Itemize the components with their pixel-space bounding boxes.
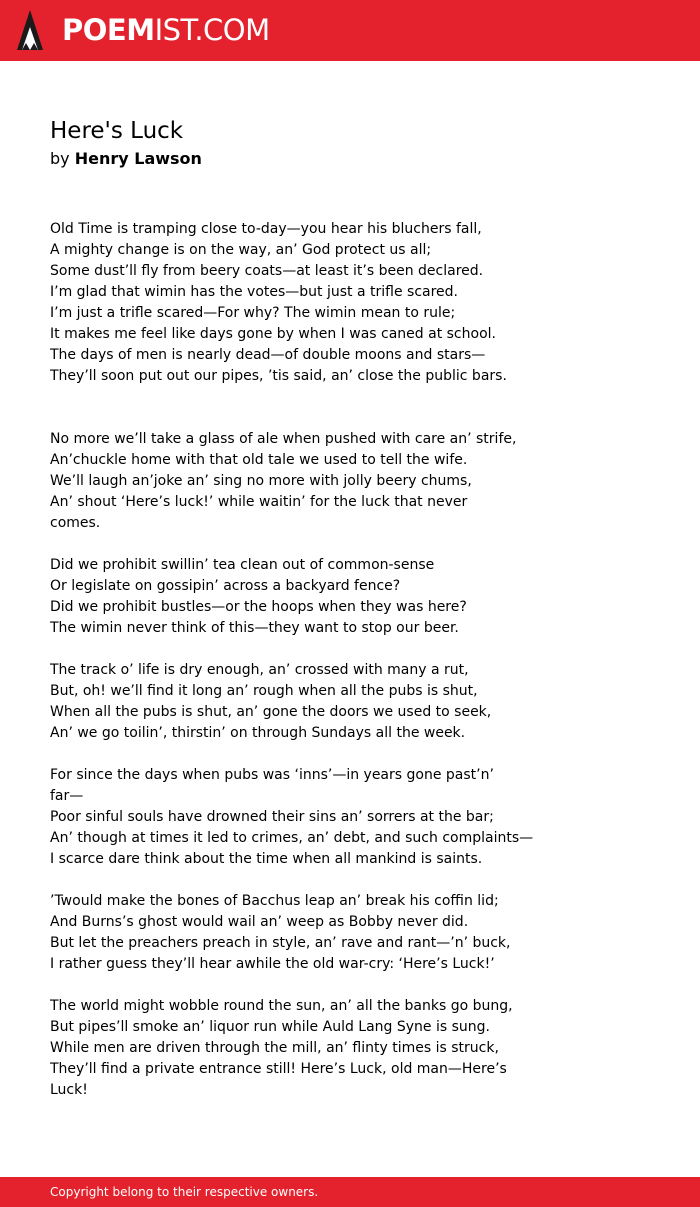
poem-line: And Burns’s ghost would wail an’ weep as Bobby never did.: [50, 914, 469, 930]
poem-line: comes.: [50, 515, 101, 531]
footer-bar: [0, 1177, 700, 1207]
stanza: [50, 891, 610, 975]
stanza: [50, 660, 610, 744]
poem-line: When all the pubs is shut, an’ gone the doors we used to seek,: [50, 704, 492, 720]
copyright-notice: Copyright belong to their respective owners.: [50, 1185, 319, 1199]
poem-line: For since the days when pubs was ‘inns’—in years gone past’n’: [50, 767, 494, 783]
poem-line: The days of men is nearly dead—of double moons and stars—: [50, 347, 486, 363]
poem-line: far—: [50, 788, 84, 804]
stanza-gap: [50, 639, 610, 660]
poem-line: I’m glad that wimin has the votes—but just a trifle scared.: [50, 284, 459, 300]
poem-line: They’ll soon put out our pipes, ’tis said, an’ close the public bars.: [50, 368, 507, 384]
poem-line: Luck!: [50, 1082, 88, 1098]
poem-line: An’ we go toilin’, thirstin’ on through Sundays all the week.: [50, 725, 466, 741]
poem-line: Some dust’ll fly from beery coats—at least it’s been declared.: [50, 263, 484, 279]
poem-line: The wimin never think of this—they want to stop our beer.: [50, 620, 459, 636]
stanza: [50, 429, 610, 534]
poem-line: No more we’ll take a glass of ale when pushed with care an’ strife,: [50, 431, 517, 447]
poem-line: An’chuckle home with that old tale we used to tell the wife.: [50, 452, 468, 468]
poem-line: An’ though at times it led to crimes, an’ debt, and such complaints—: [50, 830, 534, 846]
poem-line: They’ll find a private entrance still! Here’s Luck, old man—Here’s: [50, 1061, 507, 1077]
stanza-gap: [50, 744, 610, 765]
poem-line: While men are driven through the mill, an’ flinty times is struck,: [50, 1040, 499, 1056]
poem-line: Did we prohibit bustles—or the hoops when they was here?: [50, 599, 467, 615]
stanza-gap: [50, 387, 610, 429]
author-name: Henry Lawson: [74, 149, 202, 168]
poem-line: I rather guess they’ll hear awhile the old war-cry: ‘Here’s Luck!’: [50, 956, 495, 972]
stanza-gap: [50, 534, 610, 555]
poem-line: The track o’ life is dry enough, an’ crossed with many a rut,: [50, 662, 469, 678]
poem-line: A mighty change is on the way, an’ God protect us all;: [50, 242, 432, 258]
poem-line: Poor sinful souls have drowned their sins an’ sorrers at the bar;: [50, 809, 494, 825]
poem-title: Here's Luck: [50, 118, 184, 144]
stanza-gap: [50, 870, 610, 891]
poem-line: But, oh! we’ll find it long an’ rough when all the pubs is shut,: [50, 683, 478, 699]
poem-line: We’ll laugh an’joke an’ sing no more with jolly beery chums,: [50, 473, 472, 489]
poem-line: I’m just a trifle scared—For why? The wimin mean to rule;: [50, 305, 456, 321]
stanza: [50, 996, 610, 1101]
poem-line: ’Twould make the bones of Bacchus leap an’ break his coffin lid;: [50, 893, 499, 909]
logo-text-light: IST.COM: [154, 13, 270, 47]
poem-line: The world might wobble round the sun, an’ all the banks go bung,: [50, 998, 513, 1014]
stanza: [50, 219, 610, 387]
poem-line: It makes me feel like days gone by when I was caned at school.: [50, 326, 496, 342]
header-bar: [0, 0, 700, 61]
poem-line: Or legislate on gossipin’ across a backyard fence?: [50, 578, 401, 594]
site-logo[interactable]: [62, 12, 270, 48]
stanza: [50, 555, 610, 639]
poem-line: Did we prohibit swillin’ tea clean out of common-sense: [50, 557, 435, 573]
poem-body: [50, 219, 610, 1101]
poem-line: Old Time is tramping close to-day—you hear his bluchers fall,: [50, 221, 482, 237]
by-label: by: [50, 149, 70, 168]
logo-text-bold: POEM: [62, 13, 155, 47]
poem-line: But let the preachers preach in style, an’ rave and rant—’n’ buck,: [50, 935, 511, 951]
poem-line: An’ shout ‘Here’s luck!’ while waitin’ for the luck that never: [50, 494, 468, 510]
byline: [50, 148, 202, 170]
poem-line: But pipes’ll smoke an’ liquor run while Auld Lang Syne is sung.: [50, 1019, 491, 1035]
stanza: [50, 765, 610, 870]
pencil-tip-icon[interactable]: [17, 10, 43, 50]
poem-line: I scarce dare think about the time when all mankind is saints.: [50, 851, 483, 867]
stanza-gap: [50, 975, 610, 996]
